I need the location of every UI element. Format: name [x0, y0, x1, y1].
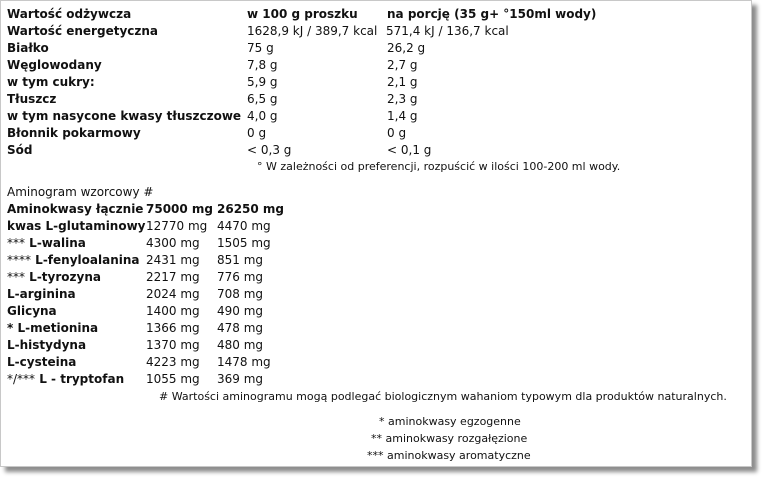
nutrient-per100: 0 g — [247, 126, 267, 140]
amino-per100: 1055 mg — [146, 372, 200, 386]
nutrient-label: w tym cukry: — [7, 75, 95, 89]
nutrient-label: Wartość energetyczna — [7, 24, 159, 38]
nutrient-per-serving: < 0,1 g — [387, 143, 432, 157]
legend-exogenous: * aminokwasy egzogenne — [379, 415, 521, 428]
amino-per100: 4223 mg — [146, 355, 200, 369]
amino-name: Glicyna — [7, 304, 57, 318]
nutrient-label: Błonnik pokarmowy — [7, 126, 141, 140]
nutrient-per-serving: 26,2 g — [387, 41, 426, 55]
nutrient-per-serving: 0 g — [387, 126, 407, 140]
amino-label — [7, 252, 140, 269]
amino-per-serving: 480 mg — [217, 338, 264, 352]
amino-label — [7, 218, 146, 235]
amino-per-serving: 1478 mg — [217, 355, 271, 369]
amino-per100: 1370 mg — [146, 338, 200, 352]
nutrient-per100: 75 g — [247, 41, 274, 55]
amino-label — [7, 354, 76, 371]
amino-per100: 2217 mg — [146, 270, 200, 284]
nutrient-per-serving: 571,4 kJ / 136,7 kcal — [386, 24, 509, 38]
header-label: Wartość odżywcza — [7, 7, 132, 21]
amino-prefix: *** — [7, 270, 25, 284]
nutrient-per-serving: 1,4 g — [387, 109, 418, 123]
amino-prefix: */*** — [7, 372, 36, 386]
amino-per-serving: 490 mg — [217, 304, 264, 318]
amino-name: L-walina — [25, 236, 86, 250]
nutrient-per100: 5,9 g — [247, 75, 278, 89]
amino-per-serving: 1505 mg — [217, 236, 271, 250]
amino-per100: 1400 mg — [146, 304, 200, 318]
amino-name: kwas L-glutaminowy — [7, 219, 146, 233]
nutrient-per100: < 0,3 g — [247, 143, 292, 157]
amino-name: L-fenyloalanina — [31, 253, 140, 267]
amino-name: L - tryptofan — [35, 372, 125, 386]
nutrient-per100: 6,5 g — [247, 92, 278, 106]
amino-label — [7, 286, 76, 303]
nutrient-label: Białko — [7, 41, 49, 55]
nutrient-label: Węglowodany — [7, 58, 102, 72]
amino-label — [7, 371, 124, 388]
nutrient-per100: 1628,9 kJ / 389,7 kcal — [247, 24, 378, 38]
amino-per-serving: 776 mg — [217, 270, 264, 284]
aminogram-total-per100: 75000 mg — [146, 202, 214, 216]
amino-prefix: *** — [7, 236, 25, 250]
amino-name: L-tyrozyna — [25, 270, 101, 284]
amino-per100: 12770 mg — [146, 219, 208, 233]
amino-per100: 2024 mg — [146, 287, 200, 301]
nutrition-footnote: ° W zależności od preferencji, rozpuścić w ilości 100-200 ml wody. — [257, 160, 621, 173]
amino-per-serving: 478 mg — [217, 321, 264, 335]
amino-prefix: **** — [7, 253, 31, 267]
amino-label — [7, 320, 98, 337]
amino-name: L-cysteina — [7, 355, 77, 369]
amino-name: L-histydyna — [7, 338, 87, 352]
aminogram-total-label: Aminokwasy łącznie — [7, 202, 144, 216]
amino-per-serving: 4470 mg — [217, 219, 271, 233]
amino-label — [7, 235, 86, 252]
nutrient-per100: 4,0 g — [247, 109, 278, 123]
header-per-serving: na porcję (35 g+ °150ml wody) — [387, 7, 597, 21]
amino-per100: 4300 mg — [146, 236, 200, 250]
nutrient-per-serving: 2,3 g — [387, 92, 418, 106]
nutrient-per100: 7,8 g — [247, 58, 278, 72]
amino-per-serving: 708 mg — [217, 287, 264, 301]
amino-label — [7, 269, 101, 286]
aminogram-note: # Wartości aminogramu mogą podlegać biologicznym wahaniom typowym dla produktów naturalnych. — [159, 390, 727, 403]
nutrient-label: w tym nasycone kwasy tłuszczowe — [7, 109, 242, 123]
amino-per100: 1366 mg — [146, 321, 200, 335]
nutrient-label: Sód — [7, 143, 33, 157]
amino-name: L-arginina — [7, 287, 76, 301]
amino-per-serving: 369 mg — [217, 372, 264, 386]
legend-branched: ** aminokwasy rozgałęzione — [371, 432, 528, 445]
amino-label — [7, 303, 57, 320]
nutrient-per-serving: 2,7 g — [387, 58, 418, 72]
amino-per100: 2431 mg — [146, 253, 200, 267]
amino-per-serving: 851 mg — [217, 253, 264, 267]
nutrient-label: Tłuszcz — [7, 92, 57, 106]
legend-aromatic: *** aminokwasy aromatyczne — [367, 449, 531, 462]
header-per100: w 100 g proszku — [247, 7, 358, 21]
nutrient-per-serving: 2,1 g — [387, 75, 418, 89]
aminogram-title: Aminogram wzorcowy # — [7, 185, 154, 199]
amino-name: * L-metionina — [7, 321, 99, 335]
amino-label — [7, 337, 86, 354]
aminogram-total-per-serving: 26250 mg — [217, 202, 285, 216]
